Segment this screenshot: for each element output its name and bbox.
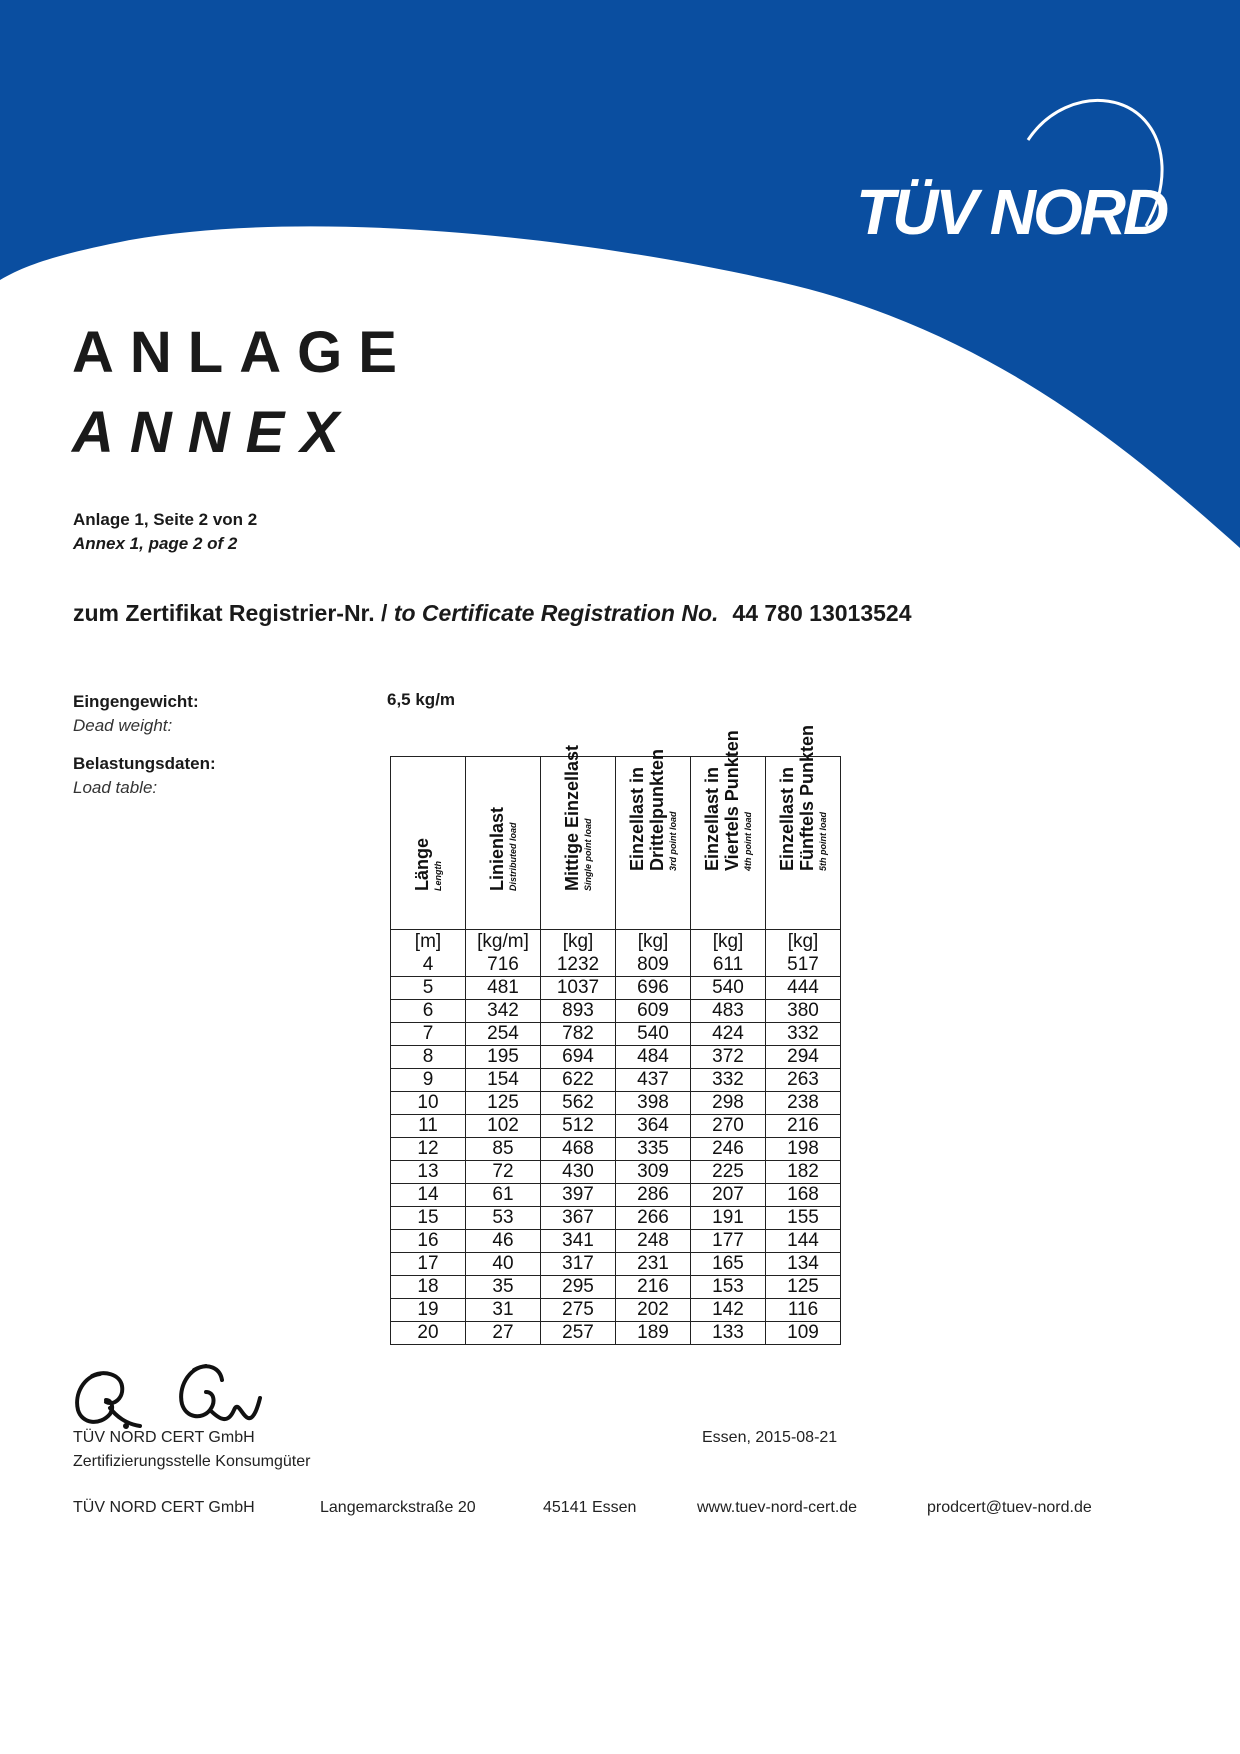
table-cell: 72 xyxy=(466,1161,541,1184)
table-cell: 231 xyxy=(616,1253,691,1276)
table-cell: 694 xyxy=(541,1046,616,1069)
table-cell: 294 xyxy=(766,1046,841,1069)
column-header-main: Länge xyxy=(412,837,432,891)
table-cell: 295 xyxy=(541,1276,616,1299)
table-cell: 191 xyxy=(691,1207,766,1230)
certificate-line xyxy=(73,600,912,627)
footer-city: 45141 Essen xyxy=(543,1499,637,1516)
table-cell: 10 xyxy=(391,1092,466,1115)
table-row xyxy=(391,1230,841,1253)
table-row xyxy=(391,1253,841,1276)
table-cell: 397 xyxy=(541,1184,616,1207)
column-header-sub: 4th point load xyxy=(743,812,753,871)
column-unit: [kg] xyxy=(616,930,691,955)
column-header-sub: 5th point load xyxy=(818,812,828,871)
table-cell: 225 xyxy=(691,1161,766,1184)
table-row xyxy=(391,1000,841,1023)
table-cell: 398 xyxy=(616,1092,691,1115)
signature-company: TÜV NORD CERT GmbH xyxy=(73,1429,255,1446)
footer-street: Langemarckstraße 20 xyxy=(320,1499,476,1516)
handwritten-signature xyxy=(70,1356,270,1436)
table-cell: 177 xyxy=(691,1230,766,1253)
table-row xyxy=(391,1069,841,1092)
table-row xyxy=(391,954,841,977)
table-cell: 198 xyxy=(766,1138,841,1161)
logo-text: TÜV NORD xyxy=(856,176,1167,248)
table-cell: 20 xyxy=(391,1322,466,1345)
table-cell: 332 xyxy=(691,1069,766,1092)
table-cell: 317 xyxy=(541,1253,616,1276)
table-cell: 468 xyxy=(541,1138,616,1161)
table-cell: 133 xyxy=(691,1322,766,1345)
column-header-main: Einzellast in xyxy=(627,766,647,871)
table-cell: 540 xyxy=(691,977,766,1000)
table-cell: 716 xyxy=(466,954,541,977)
column-header xyxy=(391,757,466,930)
column-header xyxy=(616,748,691,930)
dead-weight-label-german: Eingengewicht: xyxy=(73,692,199,711)
table-cell: 18 xyxy=(391,1276,466,1299)
load-table-label-german: Belastungsdaten: xyxy=(73,754,216,773)
column-header-sub: Length xyxy=(433,861,443,891)
header-band xyxy=(0,0,1240,560)
table-cell: 372 xyxy=(691,1046,766,1069)
table-cell: 298 xyxy=(691,1092,766,1115)
title-english: ANNEX xyxy=(72,400,356,465)
load-table-label xyxy=(73,752,216,800)
load-table xyxy=(390,724,841,1345)
dead-weight-label xyxy=(73,690,199,738)
column-unit: [kg] xyxy=(541,930,616,955)
table-cell: 216 xyxy=(616,1276,691,1299)
page-info-german: Anlage 1, Seite 2 von 2 xyxy=(73,510,258,529)
column-header-sub: Single point load xyxy=(583,818,593,891)
table-cell: 609 xyxy=(616,1000,691,1023)
table-cell: 216 xyxy=(766,1115,841,1138)
table-cell: 144 xyxy=(766,1230,841,1253)
table-cell: 109 xyxy=(766,1322,841,1345)
table-cell: 61 xyxy=(466,1184,541,1207)
table-cell: 168 xyxy=(766,1184,841,1207)
column-header xyxy=(766,724,841,930)
table-cell: 437 xyxy=(616,1069,691,1092)
table-cell: 341 xyxy=(541,1230,616,1253)
table-cell: 611 xyxy=(691,954,766,977)
table-cell: 254 xyxy=(466,1023,541,1046)
table-cell: 9 xyxy=(391,1069,466,1092)
footer-email-link[interactable]: prodcert@tuev-nord.de xyxy=(927,1499,1092,1516)
table-cell: 367 xyxy=(541,1207,616,1230)
column-header-text xyxy=(777,725,829,871)
table-cell: 202 xyxy=(616,1299,691,1322)
table-cell: 46 xyxy=(466,1230,541,1253)
table-cell: 424 xyxy=(691,1023,766,1046)
table-cell: 16 xyxy=(391,1230,466,1253)
table-cell: 257 xyxy=(541,1322,616,1345)
table-cell: 11 xyxy=(391,1115,466,1138)
column-header-main: Drittelpunkten xyxy=(647,748,667,871)
table-cell: 364 xyxy=(616,1115,691,1138)
dead-weight-value: 6,5 kg/m xyxy=(387,690,456,709)
certificate-prefix-english: to Certificate Registration No. xyxy=(393,600,719,626)
table-cell: 155 xyxy=(766,1207,841,1230)
table-cell: 332 xyxy=(766,1023,841,1046)
table-cell: 165 xyxy=(691,1253,766,1276)
table-cell: 517 xyxy=(766,954,841,977)
page-info-english: Annex 1, page 2 of 2 xyxy=(73,534,238,553)
signature-department: Zertifizierungsstelle Konsumgüter xyxy=(73,1453,311,1470)
table-row xyxy=(391,1184,841,1207)
table-cell: 207 xyxy=(691,1184,766,1207)
table-cell: 622 xyxy=(541,1069,616,1092)
table-cell: 263 xyxy=(766,1069,841,1092)
table-cell: 142 xyxy=(691,1299,766,1322)
column-header-main: Viertels Punkten xyxy=(722,730,742,871)
column-header-main: Mittige Einzellast xyxy=(562,744,582,891)
blue-wave-shape xyxy=(0,0,1240,548)
table-cell: 540 xyxy=(616,1023,691,1046)
table-cell: 15 xyxy=(391,1207,466,1230)
certificate-number: 44 780 13013524 xyxy=(732,600,912,626)
column-header xyxy=(541,744,616,930)
table-cell: 342 xyxy=(466,1000,541,1023)
table-cell: 444 xyxy=(766,977,841,1000)
table-cell: 1037 xyxy=(541,977,616,1000)
table-cell: 116 xyxy=(766,1299,841,1322)
dead-weight-label-english: Dead weight: xyxy=(73,716,173,735)
table-cell: 275 xyxy=(541,1299,616,1322)
table-cell: 102 xyxy=(466,1115,541,1138)
tuev-nord-logo xyxy=(840,88,1170,258)
column-header-text xyxy=(487,807,519,891)
table-cell: 430 xyxy=(541,1161,616,1184)
load-table-label-english: Load table: xyxy=(73,778,158,797)
column-header xyxy=(466,757,541,930)
table-row xyxy=(391,1092,841,1115)
table-cell: 809 xyxy=(616,954,691,977)
table-cell: 195 xyxy=(466,1046,541,1069)
table-cell: 7 xyxy=(391,1023,466,1046)
table-cell: 248 xyxy=(616,1230,691,1253)
title-german: ANLAGE xyxy=(72,320,413,385)
table-cell: 35 xyxy=(466,1276,541,1299)
table-cell: 270 xyxy=(691,1115,766,1138)
column-header-text xyxy=(627,749,679,871)
page-info xyxy=(73,508,257,556)
table-cell: 6 xyxy=(391,1000,466,1023)
table-cell: 512 xyxy=(541,1115,616,1138)
column-unit: [kg/m] xyxy=(466,930,541,955)
table-cell: 5 xyxy=(391,977,466,1000)
table-cell: 380 xyxy=(766,1000,841,1023)
table-cell: 40 xyxy=(466,1253,541,1276)
table-row xyxy=(391,1023,841,1046)
table-cell: 12 xyxy=(391,1138,466,1161)
table-cell: 182 xyxy=(766,1161,841,1184)
column-unit: [kg] xyxy=(691,930,766,955)
table-cell: 484 xyxy=(616,1046,691,1069)
table-cell: 53 xyxy=(466,1207,541,1230)
table-row xyxy=(391,1299,841,1322)
table-cell: 134 xyxy=(766,1253,841,1276)
table-cell: 483 xyxy=(691,1000,766,1023)
table-cell: 696 xyxy=(616,977,691,1000)
column-header-main: Fünftels Punkten xyxy=(797,724,817,871)
table-cell: 562 xyxy=(541,1092,616,1115)
table-cell: 27 xyxy=(466,1322,541,1345)
column-header-text xyxy=(412,838,444,891)
table-row xyxy=(391,1322,841,1345)
table-cell: 14 xyxy=(391,1184,466,1207)
table-cell: 246 xyxy=(691,1138,766,1161)
column-unit: [m] xyxy=(391,930,466,955)
table-cell: 13 xyxy=(391,1161,466,1184)
table-cell: 1232 xyxy=(541,954,616,977)
table-cell: 85 xyxy=(466,1138,541,1161)
column-header-main: Linienlast xyxy=(487,806,507,891)
load-table-unit-row xyxy=(391,930,841,955)
load-table-body xyxy=(391,930,841,1345)
table-cell: 309 xyxy=(616,1161,691,1184)
table-cell: 19 xyxy=(391,1299,466,1322)
table-cell: 189 xyxy=(616,1322,691,1345)
place-date: Essen, 2015-08-21 xyxy=(702,1429,838,1446)
table-cell: 238 xyxy=(766,1092,841,1115)
table-row xyxy=(391,1161,841,1184)
table-cell: 125 xyxy=(766,1276,841,1299)
table-row xyxy=(391,1046,841,1069)
table-cell: 286 xyxy=(616,1184,691,1207)
table-row xyxy=(391,1138,841,1161)
column-unit: [kg] xyxy=(766,930,841,955)
table-cell: 893 xyxy=(541,1000,616,1023)
column-header-sub: Distributed load xyxy=(508,822,518,891)
table-cell: 17 xyxy=(391,1253,466,1276)
table-cell: 154 xyxy=(466,1069,541,1092)
column-header-main: Einzellast in xyxy=(702,766,722,871)
load-table-header-row xyxy=(391,757,841,930)
table-row xyxy=(391,1207,841,1230)
column-header xyxy=(691,730,766,930)
table-row xyxy=(391,977,841,1000)
signature-company-block xyxy=(73,1426,310,1474)
table-row xyxy=(391,1115,841,1138)
certificate-prefix-german: zum Zertifikat Registrier-Nr. / xyxy=(73,600,394,626)
footer-website-link[interactable]: www.tuev-nord-cert.de xyxy=(697,1499,858,1516)
column-header-main: Einzellast in xyxy=(777,766,797,871)
column-header-sub: 3rd point load xyxy=(668,811,678,871)
table-cell: 4 xyxy=(391,954,466,977)
table-row xyxy=(391,1276,841,1299)
table-cell: 153 xyxy=(691,1276,766,1299)
table-cell: 8 xyxy=(391,1046,466,1069)
table-cell: 335 xyxy=(616,1138,691,1161)
column-header-text xyxy=(562,745,594,891)
table-cell: 266 xyxy=(616,1207,691,1230)
table-cell: 782 xyxy=(541,1023,616,1046)
footer-company: TÜV NORD CERT GmbH xyxy=(73,1499,255,1516)
table-cell: 31 xyxy=(466,1299,541,1322)
table-cell: 481 xyxy=(466,977,541,1000)
table-cell: 125 xyxy=(466,1092,541,1115)
column-header-text xyxy=(702,730,754,871)
